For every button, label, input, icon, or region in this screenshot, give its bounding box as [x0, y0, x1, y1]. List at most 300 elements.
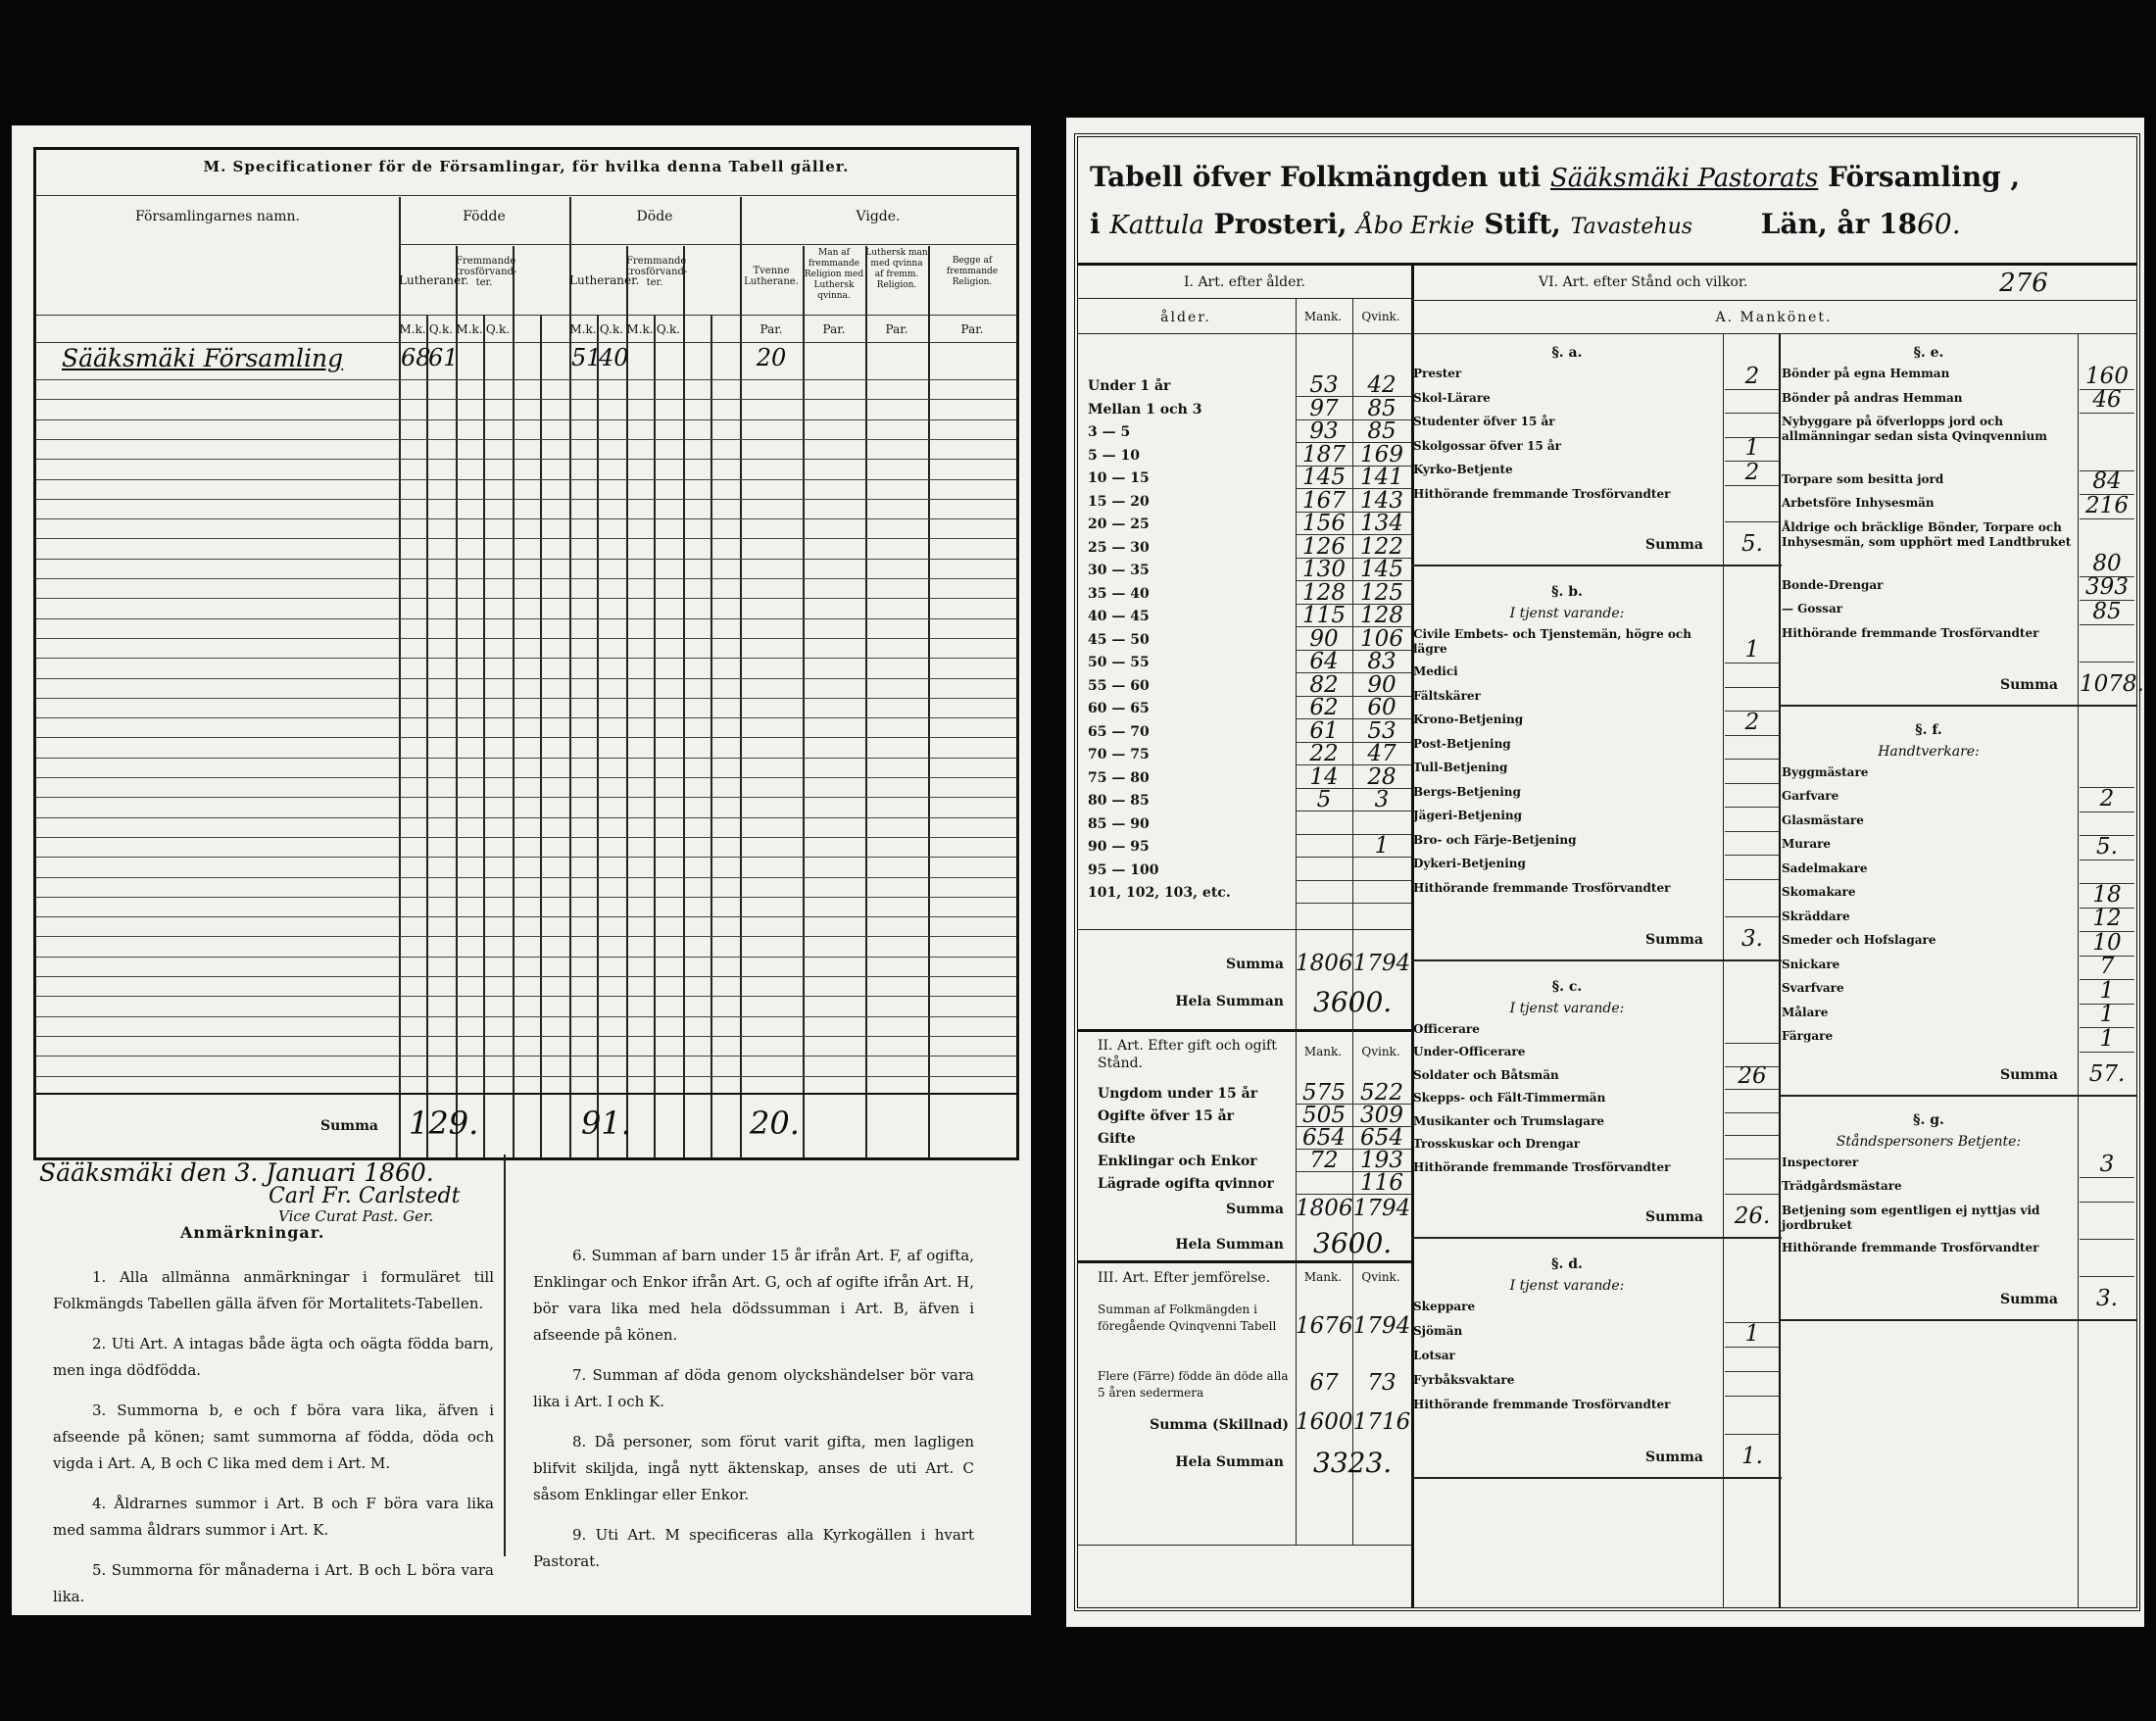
title-lan-name: Tavastehus [1570, 215, 1693, 239]
ruled-row-line [36, 638, 1016, 639]
section-se-row-label: Bönder på egna Hemman [1782, 367, 1950, 380]
header-dode-fremmande: Fremmande trosförvand-ter. [626, 256, 688, 288]
art1-row-qvink: 125 [1360, 579, 1403, 606]
section-se-row-value: 216 [2085, 492, 2129, 518]
section-sa-row-label: Kyrko-Betjente [1413, 463, 1513, 476]
art3-row3-mank: 1600 [1296, 1409, 1353, 1435]
art1-summa-label: Summa [1226, 957, 1284, 972]
art1-row-mank: 53 [1309, 372, 1339, 398]
art1-row-mank: 82 [1309, 671, 1339, 698]
art1-col-alder: ålder. [1160, 310, 1211, 325]
subhdr-mk: M.k. [569, 322, 597, 336]
ruled-row-line [36, 678, 1016, 679]
subhdr-qk: Q.k. [485, 322, 511, 336]
section-sb-row-label: Tull-Betjening [1413, 761, 1508, 775]
ruled-row-line [36, 618, 1016, 619]
fodde-mk-value: 68 [401, 344, 431, 371]
art1-row-mank: 62 [1309, 695, 1339, 720]
notes-section [33, 1155, 1013, 1605]
row-rule [1725, 916, 1780, 917]
ruled-row-line [36, 777, 1016, 778]
art1-row-mank: 64 [1309, 649, 1339, 674]
section-sa-row-value: 2 [1744, 363, 1760, 389]
section-se-summa-value: 1078. [2080, 670, 2144, 697]
ruled-row-line [36, 758, 1016, 759]
art1-row-label: 5 — 10 [1088, 447, 1140, 464]
section-se-row-label: Bonde-Drengar [1782, 577, 1884, 592]
header-begge: Begge af fremmande Religion. [946, 256, 999, 287]
title-lan: Län, år 18 [1760, 208, 1918, 240]
art2-row-qvink: 116 [1360, 1170, 1403, 1196]
art1-row-label: 85 — 90 [1088, 815, 1150, 832]
note-5: 5. Summorna för månaderna i Art. B och L böra vara lika. [53, 1561, 494, 1605]
section-sg-title: §. g. [1913, 1111, 1944, 1128]
section-sg-summa-label: Summa [2000, 1291, 2058, 1307]
section-sc-title: §. c. [1551, 978, 1583, 995]
art1-row-label: 50 — 55 [1088, 655, 1150, 670]
ruled-row-line [36, 399, 1016, 400]
row-rule [1725, 783, 1780, 784]
section-sf-row-value: 1 [2099, 1002, 2115, 1028]
art3-hela-summan: 3323. [1313, 1447, 1393, 1479]
section-sf-row-label: Färgare [1782, 1029, 1834, 1044]
art1-row-mank: 22 [1309, 741, 1339, 766]
art1-row-label: 70 — 75 [1088, 747, 1150, 762]
row-rule [1725, 389, 1780, 390]
art1-summa-qvink: 1794 [1352, 951, 1411, 976]
section-sd-row-label: Hithörande fremmande Trosförvandter [1413, 1398, 1671, 1412]
notes-column-left [53, 1243, 494, 1610]
row-rule [1725, 831, 1780, 832]
art1-row-mank: 126 [1302, 533, 1346, 560]
section-sf-row-value: 18 [2092, 881, 2122, 908]
art1-row-label: 35 — 40 [1088, 585, 1150, 602]
title-stift: Stift, [1484, 208, 1561, 240]
ruled-row-line [36, 897, 1016, 898]
art1-row-qvink: 143 [1360, 487, 1403, 514]
art1-row-qvink: 1 [1374, 833, 1390, 859]
section-se-row-value: 46 [2092, 387, 2122, 413]
section-sf-row-label: Målare [1782, 1005, 1829, 1019]
ruled-row-line [36, 737, 1016, 738]
section-sc-subtitle: I tjenst varande: [1509, 1000, 1625, 1016]
section-divider [1411, 1477, 1782, 1479]
title-forsamling: Församling [1828, 161, 2001, 193]
art1-row-qvink: 3 [1374, 787, 1390, 812]
art1-row-qvink: 122 [1360, 533, 1403, 560]
art1-row-label: 3 — 5 [1088, 424, 1131, 440]
ruled-row-line [36, 1056, 1016, 1057]
art1-row-mank: 128 [1302, 579, 1346, 606]
art2-row-label: Enklingar och Enkor [1098, 1154, 1257, 1169]
section-sc-row-label: Trosskuskar och Drengar [1413, 1137, 1581, 1152]
art1-row-qvink: 47 [1367, 741, 1396, 766]
art1-row-qvink: 60 [1367, 695, 1396, 720]
art6-subheading: A. Mankönet. [1715, 310, 1833, 325]
art2-col-mank: Mank. [1303, 1045, 1343, 1058]
art1-col-mank: Mank. [1303, 310, 1343, 323]
section-sc-row-label: Skepps- och Fält-Timmermän [1413, 1091, 1606, 1106]
header-tvenne: Tvenne Lutherane. [744, 266, 799, 287]
art1-row-label: Under 1 år [1088, 378, 1171, 394]
section-sf-row-label: Sadelmakare [1782, 860, 1868, 875]
section-sg-subtitle: Ståndspersoners Betjente: [1836, 1133, 2022, 1150]
section-sa-summa-value: 5. [1741, 531, 1763, 558]
art2-hela-summan: 3600. [1313, 1227, 1393, 1259]
art2-summa-label: Summa [1226, 1202, 1284, 1217]
note-2: 2. Uti Art. A intagas både ägta och oägta födda barn, men inga dödfödda. [53, 1335, 494, 1379]
row-rule [1725, 1371, 1780, 1372]
right-page [1066, 118, 2144, 1627]
header-fodde: Födde [463, 209, 506, 224]
section-sg-row-value: 3 [2099, 1152, 2115, 1178]
ruled-row-line [36, 459, 1016, 460]
art1-row-qvink: 85 [1367, 418, 1396, 444]
notes-title: Anmärkningar. [180, 1223, 325, 1242]
row-rule [1725, 1089, 1780, 1090]
section-se-summa-label: Summa [2000, 676, 2058, 693]
section-se-row-value: 160 [2085, 363, 2129, 389]
section-se-row-label: Arbetsföre Inhysesmän [1782, 496, 1935, 511]
section-se-row-value: 393 [2085, 574, 2129, 601]
art2-hela-label: Hela Summan [1175, 1237, 1284, 1253]
art2-summa-qvink: 1794 [1352, 1196, 1411, 1221]
art2-row-qvink: 193 [1360, 1148, 1403, 1173]
section-sc-row-label: Officerare [1413, 1021, 1480, 1036]
summa-vigde: 20. [750, 1105, 800, 1142]
ruled-row-line [36, 1036, 1016, 1037]
art1-row-label: 95 — 100 [1088, 861, 1159, 878]
art2-row-mank: 72 [1309, 1148, 1339, 1173]
art3-row2-mank: 67 [1309, 1370, 1339, 1396]
ruled-row-line [36, 877, 1016, 878]
section-sf-row-label: Snickare [1782, 957, 1840, 971]
art1-col-qvink: Qvink. [1361, 310, 1400, 323]
art2-row-qvink: 309 [1360, 1103, 1403, 1128]
art1-row-mank: 90 [1309, 625, 1339, 652]
art6-heading: VI. Art. efter Stånd och vilkor. [1539, 274, 1748, 290]
section-sd-row-label: Fyrbåksvaktare [1413, 1373, 1515, 1388]
parish-name-entry: Sääksmäki Församling [62, 344, 344, 372]
header-man-fremmande: Man af fremmande Religion med Luthersk qvinna. [804, 248, 864, 301]
section-se-row-label: Hithörande fremmande Trosförvandter [1782, 625, 2039, 640]
row-rule [1725, 879, 1780, 880]
section-se-row-value: 84 [2092, 468, 2122, 495]
section-sf-row-label: Skomakare [1782, 885, 1856, 900]
section-sd-row-label: Lotsar [1413, 1349, 1455, 1363]
section-sa-title: §. a. [1551, 345, 1583, 361]
art1-row-label: 55 — 60 [1088, 677, 1150, 694]
section-se-row-label: Nybyggare på öfverlopps jord och allmänningar sedan sista Qvinqvennium [1782, 415, 2047, 443]
section-sf-row-value: 12 [2092, 906, 2122, 932]
note-6: 6. Summan af barn under 15 år ifrån Art. F, af ogifta, Enklingar och Enkor ifrån Art. G, och af ogifte ifrån Art. H, bör vara lika med hela dödssumman i Art. B, äfven i afseende på könen. [533, 1247, 974, 1344]
section-sf-row-value: 5. [2096, 833, 2118, 860]
art2-row-mank: 505 [1302, 1103, 1346, 1128]
section-sb-row-label: Civile Embets- och Tjenstemän, högre och lägre [1413, 627, 1691, 657]
art1-row-qvink: 134 [1360, 511, 1403, 536]
ruled-row-line [36, 916, 1016, 917]
art1-row-qvink: 85 [1367, 395, 1396, 421]
header-dode-lutheraner: Lutheraner. [569, 273, 640, 287]
section-se-row-value: 80 [2092, 550, 2122, 576]
title-pastorat: Sääksmäki Pastorats [1549, 164, 1819, 193]
art1-row-label: 75 — 80 [1088, 769, 1150, 786]
art2-row-qvink: 654 [1360, 1125, 1403, 1151]
row-rule [2080, 1239, 2134, 1240]
section-sg-row-label: Hithörande fremmande Trosförvandter [1782, 1240, 2039, 1254]
section-sa-row-label: Skolgossar öfver 15 år [1413, 438, 1561, 453]
section-sd-summa-label: Summa [1645, 1450, 1703, 1466]
population-table [1074, 133, 2144, 1611]
row-rule [2080, 1276, 2134, 1277]
section-sf-row-value: 10 [2092, 929, 2122, 956]
row-rule [1725, 735, 1780, 736]
section-sf-summa-value: 57. [2088, 1060, 2126, 1087]
subhdr-qk: Q.k. [656, 322, 681, 336]
art1-row-label: 25 — 30 [1088, 539, 1150, 556]
art3-hela-label: Hela Summan [1175, 1454, 1284, 1470]
section-divider [1780, 1095, 2136, 1097]
row-rule [1725, 759, 1780, 760]
art1-row-label: 45 — 50 [1088, 631, 1150, 648]
ruled-row-line [36, 976, 1016, 977]
row-rule [1725, 855, 1780, 856]
ruled-row-line [36, 1016, 1016, 1017]
row-rule [1725, 413, 1780, 414]
section-sb-row-value: 2 [1744, 709, 1760, 735]
art1-hela-label: Hela Summan [1175, 994, 1284, 1009]
art1-row-mank: 61 [1309, 717, 1339, 744]
section-sb-row-label: Fältskärer [1413, 688, 1481, 703]
section-sf-row-label: Skräddare [1782, 909, 1850, 923]
section-sf-row-value: 2 [2099, 785, 2115, 811]
section-sf-row-label: Svarfvare [1782, 981, 1844, 996]
row-rule [1725, 687, 1780, 688]
ruled-row-line [36, 658, 1016, 659]
row-rule [2080, 1202, 2134, 1203]
note-1: 1. Alla allmänna anmärkningar i formuläret till Folkmängds Tabellen gälla äfven för Mortalitets-Tabellen. [53, 1268, 494, 1312]
section-sg-row-label: Betjening som egentligen ej nyttjas vid jordbruket [1782, 1203, 2040, 1232]
art1-row-qvink: 28 [1367, 763, 1396, 790]
ruled-row-line [36, 538, 1016, 539]
subhdr-qk: Q.k. [428, 322, 454, 336]
art1-row-qvink: 128 [1360, 603, 1403, 628]
title-line1: Tabell öfver Folkmängden uti Sääksmäki Pastorats Församling , [1090, 161, 2021, 193]
section-sd-row-value: 1 [1744, 1321, 1760, 1348]
title-prefix: Tabell öfver Folkmängden uti [1090, 161, 1542, 193]
art3-row3-label: Summa (Skillnad) [1150, 1417, 1289, 1433]
ruled-row-line [36, 518, 1016, 519]
art1-row-label: 10 — 15 [1088, 470, 1150, 486]
section-sd-row-label: Sjömän [1413, 1324, 1463, 1339]
section-sd-subtitle: I tjenst varande: [1509, 1278, 1625, 1295]
section-sa-row-label: Skol-Lärare [1413, 390, 1491, 405]
row-rule [1296, 857, 1411, 858]
art3-heading: III. Art. Efter jemförelse. [1098, 1270, 1271, 1286]
section-sg-row-label: Inspectorer [1782, 1155, 1859, 1169]
section-se-title: §. e. [1913, 345, 1944, 361]
art1-row-label: 60 — 65 [1088, 701, 1150, 716]
ruled-row-line [36, 797, 1016, 798]
art2-heading: II. Art. Efter gift och ogift Stånd. [1098, 1038, 1277, 1071]
section-sb-summa-value: 3. [1741, 925, 1763, 952]
row-rule [1725, 1158, 1780, 1159]
art1-row-mank: 145 [1302, 465, 1346, 490]
art3-row2-qvink: 73 [1367, 1370, 1396, 1396]
art1-row-qvink: 106 [1360, 625, 1403, 652]
art1-row-label: 101, 102, 103, etc. [1088, 885, 1231, 901]
section-sf-row-label: Smeder och Hofslagare [1782, 933, 1936, 948]
header-fodde-fremmande: Fremmande trosförvand-ter. [456, 256, 517, 288]
section-divider [1780, 1319, 2136, 1321]
note-4: 4. Åldrarnes summor i Art. B och F böra vara lika med samma åldrars summor i Art. K. [53, 1495, 494, 1539]
art1-row-mank: 5 [1316, 787, 1332, 812]
section-sa-summa-label: Summa [1645, 537, 1703, 554]
section-sd-title: §. d. [1551, 1256, 1583, 1273]
section-sb-row-label: Bro- och Färje-Betjening [1413, 832, 1577, 847]
subhdr-par: Par. [760, 322, 783, 336]
header-fodde-lutheraner: Lutheraner. [399, 273, 469, 287]
art1-row-label: 30 — 35 [1088, 563, 1150, 578]
ruled-row-line [36, 717, 1016, 718]
section-sf-row-label: Murare [1782, 837, 1832, 852]
row-rule [1296, 880, 1411, 881]
ruled-row-line [36, 598, 1016, 599]
art1-row-mank: 97 [1309, 395, 1339, 421]
ruled-row-line [36, 837, 1016, 838]
art2-summa-mank: 1806 [1296, 1196, 1353, 1221]
art3-row1-qvink: 1794 [1352, 1313, 1411, 1339]
art1-row-label: 20 — 25 [1088, 516, 1150, 532]
row-rule [1725, 1112, 1780, 1113]
summa-label: Summa [320, 1118, 378, 1134]
section-divider [1411, 959, 1782, 961]
subhdr-qk: Q.k. [599, 322, 624, 336]
title-stift-name: Åbo Erkie [1356, 212, 1475, 239]
section-sf-row-label: Byggmästare [1782, 764, 1869, 779]
section-sa-row-value: 1 [1744, 435, 1760, 461]
header-luthersk-man: Luthersk man med qvinna af fremm. Religion. [865, 248, 928, 290]
art1-row-qvink: 90 [1367, 671, 1396, 698]
art1-row-mank: 187 [1302, 441, 1346, 467]
art1-row-label: 90 — 95 [1088, 839, 1150, 855]
section-sb-subtitle: I tjenst varande: [1509, 606, 1625, 622]
vigde-par-value: 20 [756, 344, 787, 371]
section-se-row-label: Bönder på andras Hemman [1782, 390, 1963, 405]
art1-row-qvink: 169 [1360, 441, 1403, 467]
note-3: 3. Summorna b, e och f böra vara lika, äfven i afseende på könen; samt summorna af födda, döda och vigda i Art. A, B och C lika med dem i Art. M. [53, 1401, 494, 1472]
note-9: 9. Uti Art. M specificeras alla Kyrkogällen i hvart Pastorat. [533, 1526, 974, 1570]
specification-table [33, 147, 1019, 1160]
section-sa-row-label: Studenter öfver 15 år [1413, 415, 1555, 428]
section-sg-row-label: Trädgårdsmästare [1782, 1179, 1902, 1194]
section-sb-row-value: 1 [1744, 637, 1760, 664]
title-i: i [1090, 208, 1101, 240]
row-rule [1725, 485, 1780, 486]
summa-dode: 91. [581, 1105, 631, 1142]
art2-row-label: Gifte [1098, 1131, 1136, 1147]
row-rule [1296, 1194, 1411, 1195]
art1-row-label: 15 — 20 [1088, 493, 1150, 510]
fodde-qk-value: 61 [428, 344, 459, 371]
art1-row-mank: 167 [1302, 487, 1346, 514]
row-rule [2080, 1052, 2134, 1053]
row-rule [1296, 903, 1411, 904]
ruled-row-line [36, 936, 1016, 937]
row-rule [2080, 811, 2134, 812]
left-page [12, 125, 1031, 1615]
art1-row-mank: 93 [1309, 418, 1339, 444]
notes-column-right [533, 1243, 974, 1575]
section-sa-row-label: Prester [1413, 367, 1462, 380]
art1-row-mank: 156 [1302, 511, 1346, 536]
section-sd-row-label: Skeppare [1413, 1300, 1476, 1314]
art2-row-label: Lägrade ogifta qvinnor [1098, 1176, 1274, 1192]
header-vigde: Vigde. [856, 209, 901, 224]
title-year: 60. [1917, 208, 1961, 240]
row-rule [1725, 1434, 1780, 1435]
row-rule [2080, 518, 2134, 519]
art2-row-qvink: 522 [1360, 1080, 1403, 1106]
row-rule [2080, 1177, 2134, 1178]
art3-row1-label: Summan af Folkmängden i föregående Qvinqvenni Tabell [1098, 1303, 1277, 1333]
art2-col-qvink: Qvink. [1361, 1045, 1400, 1058]
art2-row-mank: 654 [1302, 1125, 1346, 1151]
section-sf-summa-label: Summa [2000, 1066, 2058, 1083]
section-sc-row-label: Musikanter och Trumslagare [1413, 1113, 1605, 1128]
dode-mk-value: 51 [571, 344, 602, 371]
ruled-row-line [36, 379, 1016, 380]
subhdr-mk: M.k. [399, 322, 426, 336]
ruled-row-line [36, 499, 1016, 500]
section-sc-row-value: 26 [1738, 1063, 1767, 1090]
section-sb-row-label: Post-Betjening [1413, 736, 1511, 751]
title-prosteri: Prosteri, [1213, 208, 1348, 240]
subhdr-par: Par. [822, 322, 846, 336]
note-7: 7. Summan af döda genom olyckshändelser bör vara lika i Art. I och K. [533, 1366, 974, 1410]
art1-row-label: Mellan 1 och 3 [1088, 401, 1202, 418]
ruled-row-line [36, 957, 1016, 958]
art3-row1-mank: 1676 [1296, 1313, 1353, 1339]
ruled-row-line [36, 559, 1016, 560]
page-number: 276 [1999, 269, 2048, 298]
signature-title: Vice Curat Past. Ger. [278, 1207, 434, 1225]
section-sb-row-label: Dykeri-Betjening [1413, 857, 1526, 871]
header-parish-names: Församlingarnes namn. [135, 209, 300, 224]
section-sf-row-label: Garfvare [1782, 789, 1839, 804]
art1-row-mank: 14 [1309, 763, 1339, 790]
ruled-row-line [36, 996, 1016, 997]
section-divider [1411, 565, 1782, 566]
ruled-row-line [36, 419, 1016, 420]
section-sa-row-label: Hithörande fremmande Trosförvandter [1413, 486, 1671, 501]
art2-row-mank: 575 [1302, 1080, 1346, 1106]
art1-summa-mank: 1806 [1296, 951, 1353, 976]
art1-row-qvink: 141 [1360, 465, 1403, 490]
section-sb-row-label: Medici [1413, 664, 1458, 679]
ruled-row-line [36, 857, 1016, 858]
subhdr-mk: M.k. [626, 322, 654, 336]
section-sb-row-label: Jägeri-Betjening [1413, 809, 1523, 823]
section-sf-row-value: 7 [2099, 954, 2115, 980]
art1-row-label: 80 — 85 [1088, 793, 1150, 809]
summa-fodde: 129. [409, 1105, 479, 1142]
row-rule [1725, 1043, 1780, 1044]
art1-row-label: 40 — 45 [1088, 609, 1150, 624]
section-sc-row-label: Soldater och Båtsmän [1413, 1067, 1559, 1082]
ruled-row-line [36, 479, 1016, 480]
row-rule [2080, 662, 2134, 663]
